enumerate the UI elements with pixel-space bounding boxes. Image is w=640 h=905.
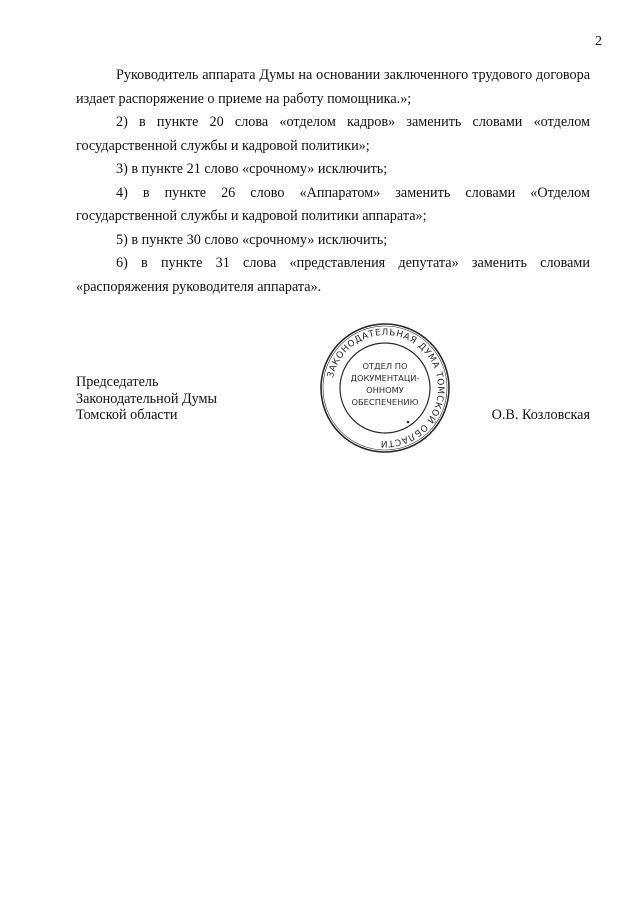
paragraph: 4) в пункте 26 слово «Аппаратом» заменить словами «Отделом государственной службы и кадровой политики аппарата»; (76, 184, 590, 224)
stamp-center-line: ОННОМУ (366, 385, 404, 395)
paragraph: 6) в пункте 31 слова «представления депутата» заменить словами «распоряжения руководителя аппарата». (76, 255, 590, 295)
page-number: 2 (595, 34, 602, 49)
signature-title (76, 374, 217, 424)
stamp-center-text (351, 361, 420, 407)
paragraph: Руководитель аппарата Думы на основании заключенного трудового договора издает распоряжение о приеме на работу помощника.»; (76, 67, 590, 107)
stamp-dot (407, 421, 410, 424)
official-stamp (317, 320, 453, 456)
stamp-center-line: ОТДЕЛ ПО (362, 361, 408, 371)
signature-title-line: Законодательной Думы (76, 390, 218, 407)
stamp-center-line: ДОКУМЕНТАЦИ- (350, 373, 420, 383)
paragraph: 5) в пункте 30 слово «срочному» исключить; (116, 231, 388, 248)
document-body (76, 64, 590, 299)
stamp-center-line: ОБЕСПЕЧЕНИЮ (351, 397, 419, 407)
signature-title-line: Томской области (76, 407, 178, 423)
signer-name: О.В. Козловская (491, 407, 590, 423)
signature-title-line: Председатель (76, 374, 159, 390)
paragraph: 2) в пункте 20 слова «отделом кадров» заменить словами «отделом государственной службы и кадровой политики»; (76, 114, 590, 154)
stamp-ring-text: ЗАКОНОДАТЕЛЬНАЯ ДУМА ТОМСКОЙ ОБЛАСТИ (326, 327, 446, 449)
paragraph: 3) в пункте 21 слово «срочному» исключить; (116, 161, 388, 177)
